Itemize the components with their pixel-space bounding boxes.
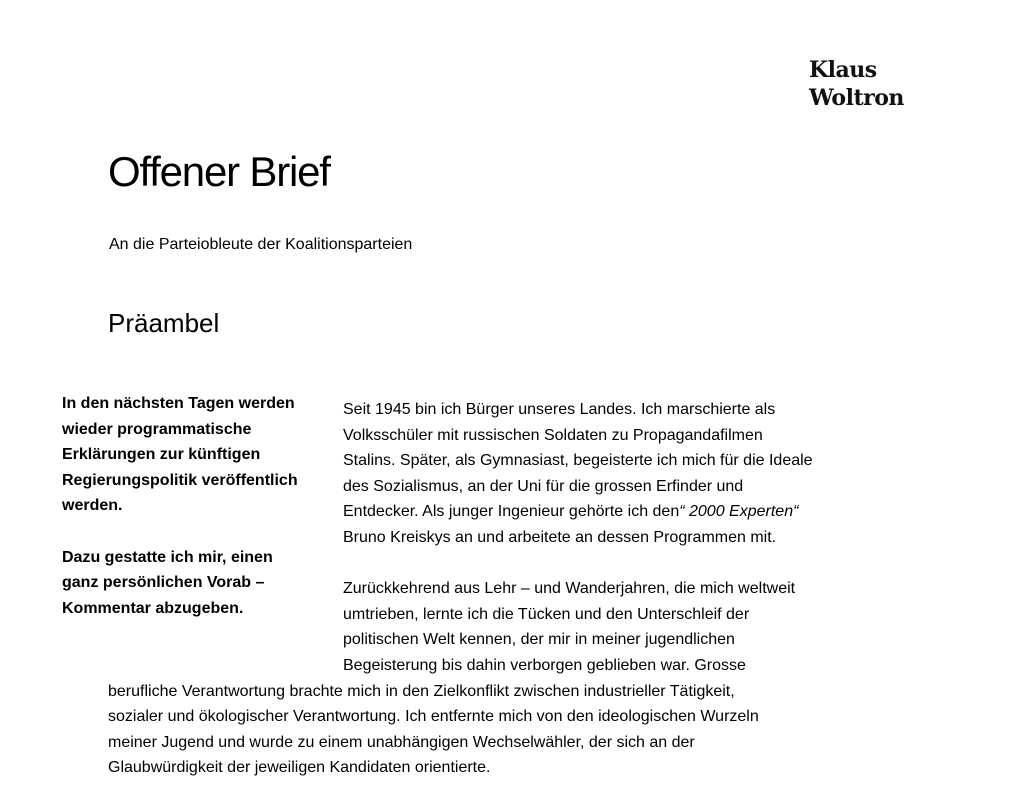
body-paragraph-2	[108, 576, 923, 781]
text-line: umtrieben, lernte ich die Tücken und den Unterschleif der	[343, 605, 750, 623]
text-line: Bruno Kreiskys an und arbeitete an dessen Programmen mit.	[343, 528, 777, 546]
sidebar-paragraph: In den nächsten Tagen werden wieder programmatische Erklärungen zur künftigen Regierungspolitik veröffentlich werden.	[62, 395, 298, 515]
text-line: des Sozialismus, an der Uni für die grossen Erfinder und	[343, 477, 744, 495]
quoted-phrase: “ 2000 Experten“	[679, 503, 799, 521]
logo-last-name: Woltron	[809, 85, 904, 111]
text-line: Seit 1945 bin ich Bürger unseres Landes. Ich marschierte als	[343, 401, 776, 418]
logo-first-name: Klaus	[809, 57, 877, 83]
text-line: sozialer und ökologischer Verantwortung. Ich entfernte mich von den ideologischen Wurzeln	[108, 708, 759, 726]
sidebar-paragraph: Dazu gestatte ich mir, einen ganz persönlichen Vorab – Kommentar abzugeben.	[62, 548, 273, 617]
body-paragraph-1	[343, 397, 923, 551]
text-line: Volksschüler mit russischen Soldaten zu Propagandafilmen	[343, 426, 763, 444]
section-title: Präambel	[108, 308, 220, 338]
document-title: Offener Brief	[108, 148, 330, 195]
text-fragment: Entdecker. Als junger Ingenieur gehörte ich den	[343, 503, 680, 521]
author-logo	[809, 56, 929, 112]
text-line: Begeisterung bis dahin verborgen geblieben war. Grosse	[343, 656, 746, 674]
text-line: meiner Jugend und wurde zu einem unabhängigen Wechselwähler, der sich an der	[108, 733, 695, 751]
sidebar-callout	[62, 391, 312, 621]
document-subtitle: An die Parteiobleute der Koalitionsparteien	[109, 236, 413, 253]
text-line: Zurückkehrend aus Lehr – und Wanderjahren, die mich weltweit	[343, 580, 796, 598]
text-line: politischen Welt kennen, der mir in meiner jugendlichen	[343, 631, 735, 649]
text-line: Stalins. Später, als Gymnasiast, begeisterte ich mich für die Ideale	[343, 452, 813, 470]
text-line: berufliche Verantwortung brachte mich in den Zielkonflikt zwischen industrieller Tätigkeit,	[108, 682, 735, 700]
text-line: Glaubwürdigkeit der jeweiligen Kandidaten orientierte.	[108, 759, 491, 777]
text-line	[343, 499, 923, 525]
